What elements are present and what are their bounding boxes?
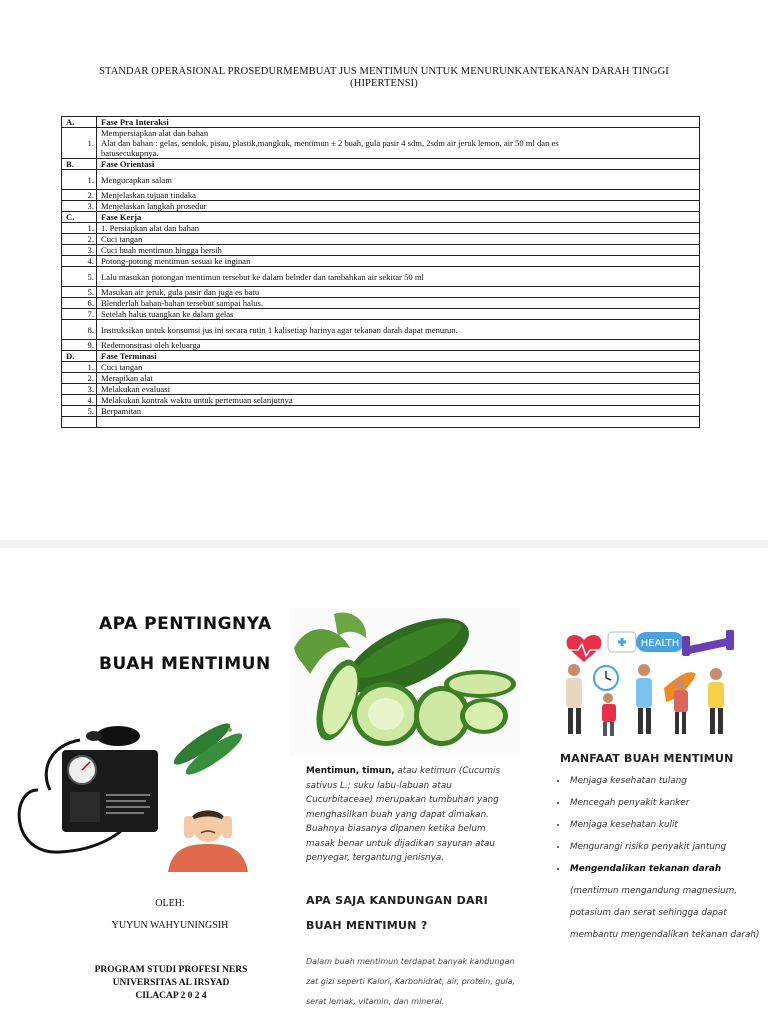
- step-text-line: Berpamitan: [101, 406, 142, 416]
- program-line1: PROGRAM STUDI PROFESI NERS: [94, 965, 248, 975]
- headache-person-icon: [158, 800, 258, 872]
- step-text-line: Potong-potong mentimun sesuai ke inginan: [101, 256, 251, 266]
- oleh-label: OLEH:: [155, 898, 185, 909]
- kandungan-text: Dalam buah mentimun terdapat banyak kandungan zat gizi seperti Kalori, Karbohidrat, air, protein, gula, serat lemak, vitamin, dan mineral.: [306, 957, 516, 1006]
- step-text: [97, 190, 700, 201]
- small-cucumbers-icon: [168, 714, 248, 784]
- manfaat-item: • Mencegah penyakit kanker: [568, 792, 768, 814]
- empty-cell: [62, 417, 97, 428]
- step-row: [62, 340, 700, 351]
- step-text-line: Mempersiapkan alat dan bahan: [101, 128, 209, 138]
- document-title-line1: STANDAR OPERASIONAL PROSEDURMEMBUAT JUS MENTIMUN UNTUK MENURUNKANTEKANAN DARAH TINGGI: [99, 66, 669, 77]
- step-number: 4.: [62, 395, 97, 406]
- step-number: 1.: [62, 223, 97, 234]
- step-number: 8.: [62, 320, 97, 340]
- section-title: Fase Pra Interaksi: [97, 117, 700, 128]
- document-title: [60, 66, 708, 90]
- step-row: [62, 406, 700, 417]
- cucumber-photo-icon: [290, 608, 520, 756]
- cover-title-line1: APA PENTINGNYA: [99, 614, 272, 634]
- section-header-row: [62, 351, 700, 362]
- step-row: [62, 128, 700, 159]
- kandungan-title: APA SAJA KANDUNGAN DARI BUAH MENTIMUN ?: [306, 894, 488, 932]
- step-text-line: Menjelaskan langkah prosedur: [101, 201, 207, 211]
- cucumber-description-bold: Mentimun, timun,: [306, 766, 395, 776]
- step-text: [97, 395, 700, 406]
- step-text-line: Melakukan kontrak waktu untuk pertemuan selanjutnya: [101, 395, 293, 405]
- step-row: [62, 245, 700, 256]
- step-text: [97, 309, 700, 320]
- step-number: 2.: [62, 234, 97, 245]
- step-text: [97, 267, 700, 287]
- step-row: [62, 234, 700, 245]
- step-number: 2.: [62, 373, 97, 384]
- blood-pressure-monitor-icon: [10, 720, 170, 860]
- step-text: [97, 373, 700, 384]
- step-row: [62, 298, 700, 309]
- section-letter: D.: [62, 351, 97, 362]
- step-row: [62, 190, 700, 201]
- step-text-line: batusecukupnya.: [101, 148, 159, 158]
- manfaat-last-bold: Mengendalikan tekanan darah: [570, 864, 722, 874]
- step-text-line: Alat dan bahan : gelas, sendok, pisau, plastik,mangkuk, mentimun ± 2 buah, gula pasir 4 sdm, 2sdm air jeruk lemon, air 50 ml dan es: [101, 138, 559, 148]
- section-letter: A.: [62, 117, 97, 128]
- step-text: [97, 223, 700, 234]
- section-title: Fase Orientasi: [97, 159, 700, 170]
- leaflet-page: [0, 548, 768, 1024]
- program-info: [60, 964, 282, 1003]
- step-number: 9.: [62, 340, 97, 351]
- step-text-line: Merapikan alat: [101, 373, 153, 383]
- step-row: [62, 373, 700, 384]
- manfaat-item: • Menjaga kesehatan kulit: [568, 814, 768, 836]
- step-text: [97, 340, 700, 351]
- step-text-line: Blenderlah bahan-bahan tersebut sampai halus.: [101, 298, 264, 308]
- step-row: [62, 309, 700, 320]
- step-text: [97, 287, 700, 298]
- step-text: [97, 245, 700, 256]
- empty-cell: [97, 417, 700, 428]
- step-number: 5.: [62, 287, 97, 298]
- step-number: 3.: [62, 384, 97, 395]
- step-text: [97, 298, 700, 309]
- step-text-line: Cuci tangan: [101, 362, 143, 372]
- step-text: [97, 201, 700, 212]
- document-title-line2: (HIPERTENSI): [350, 78, 418, 89]
- section-header-row: [62, 117, 700, 128]
- program-line3: CILACAP 2 0 2 4: [135, 991, 207, 1001]
- section-title: Fase Kerja: [97, 212, 700, 223]
- step-text-line: 1. Persiapkan alat dan bahan: [101, 223, 200, 233]
- step-row: [62, 201, 700, 212]
- step-row: [62, 320, 700, 340]
- manfaat-item: • Menjaga kesehatan tulang: [568, 770, 768, 792]
- page-separator: [0, 540, 768, 548]
- step-text-line: Cuci tangan: [101, 234, 143, 244]
- section-letter: B.: [62, 159, 97, 170]
- step-text: [97, 234, 700, 245]
- step-number: 1.: [62, 128, 97, 159]
- section-header-row: [62, 212, 700, 223]
- step-number: 1.: [62, 362, 97, 373]
- step-number: 4.: [62, 256, 97, 267]
- step-row: [62, 223, 700, 234]
- step-row: [62, 170, 700, 190]
- step-text-line: Melakukan evaluasi: [101, 384, 170, 394]
- step-number: 1.: [62, 170, 97, 190]
- step-row: [62, 287, 700, 298]
- step-text-line: Setelah halus tuangkan ke dalam gelas: [101, 309, 234, 319]
- step-text: [97, 384, 700, 395]
- manfaat-title: MANFAAT BUAH MENTIMUN: [560, 752, 734, 765]
- program-line2: UNIVERSITAS AL IRSYAD: [112, 978, 230, 988]
- manfaat-item: • Mengurangi risiko penyakit jantung: [568, 836, 768, 858]
- step-row: [62, 384, 700, 395]
- section-letter: C.: [62, 212, 97, 223]
- step-row: [62, 395, 700, 406]
- step-number: 7.: [62, 309, 97, 320]
- step-text: [97, 256, 700, 267]
- step-text: [97, 362, 700, 373]
- author-name: YUYUN WAHYUNINGSIH: [111, 920, 229, 931]
- step-text-line: Menjelaskan tujuan tindaka: [101, 190, 196, 200]
- manfaat-last-text: (mentimun mengandung magnesium, potasium dan serat sehingga dapat membantu mengendalikan tekanan darah): [570, 886, 760, 940]
- section-title: Fase Terminasi: [97, 351, 700, 362]
- step-row: [62, 362, 700, 373]
- section-header-row: [62, 159, 700, 170]
- step-number: 5.: [62, 267, 97, 287]
- step-text-line: Masukan air jeruk, gula pasir dan juga es batu: [101, 287, 260, 297]
- step-text-line: Cuci buah mentimun hingga bersih: [101, 245, 222, 255]
- step-text-line: Instruksikan untuk konsumsi jus ini secara rutin 1 kalisetiap harinya agar tekanan darah dapat menurun.: [101, 324, 458, 335]
- step-text-line: Mengucapkan salam: [101, 174, 172, 185]
- step-number: 5.: [62, 406, 97, 417]
- cover-title-line2: BUAH MENTIMUN: [99, 654, 271, 674]
- step-row: [62, 256, 700, 267]
- manfaat-item-last: [568, 858, 768, 946]
- step-text: [97, 170, 700, 190]
- step-number: 6.: [62, 298, 97, 309]
- empty-row: [62, 417, 700, 428]
- manfaat-list: [556, 770, 768, 946]
- step-text: [97, 128, 700, 159]
- step-row: [62, 267, 700, 287]
- step-text-line: Redemonstrasi oleh keluarga: [101, 340, 201, 350]
- step-text-line: Lalu masukan potongan mentimun tersebut ke dalam belnder dan tambahkan air sekitar 50 ml: [101, 271, 424, 282]
- health-label: HEALTH: [640, 638, 680, 649]
- cucumber-description-text: atau ketimun (Cucumis sativus L.; suku labu-labuan atau Cucurbitaceae) merupakan tumbuhan yang menghasilkan buah yang dapat dimakan. Buahnya biasanya dipanen ketika belum masak benar untuk dijadikan sayuran atau penyegar, tergantung jenisnya.: [306, 766, 501, 863]
- step-text: [97, 320, 700, 340]
- step-text: [97, 406, 700, 417]
- sop-table: [61, 116, 700, 428]
- cucumber-description: [306, 764, 516, 866]
- step-number: 3.: [62, 201, 97, 212]
- step-number: 3.: [62, 245, 97, 256]
- health-people-illustration-icon: [556, 628, 741, 738]
- step-number: 2.: [62, 190, 97, 201]
